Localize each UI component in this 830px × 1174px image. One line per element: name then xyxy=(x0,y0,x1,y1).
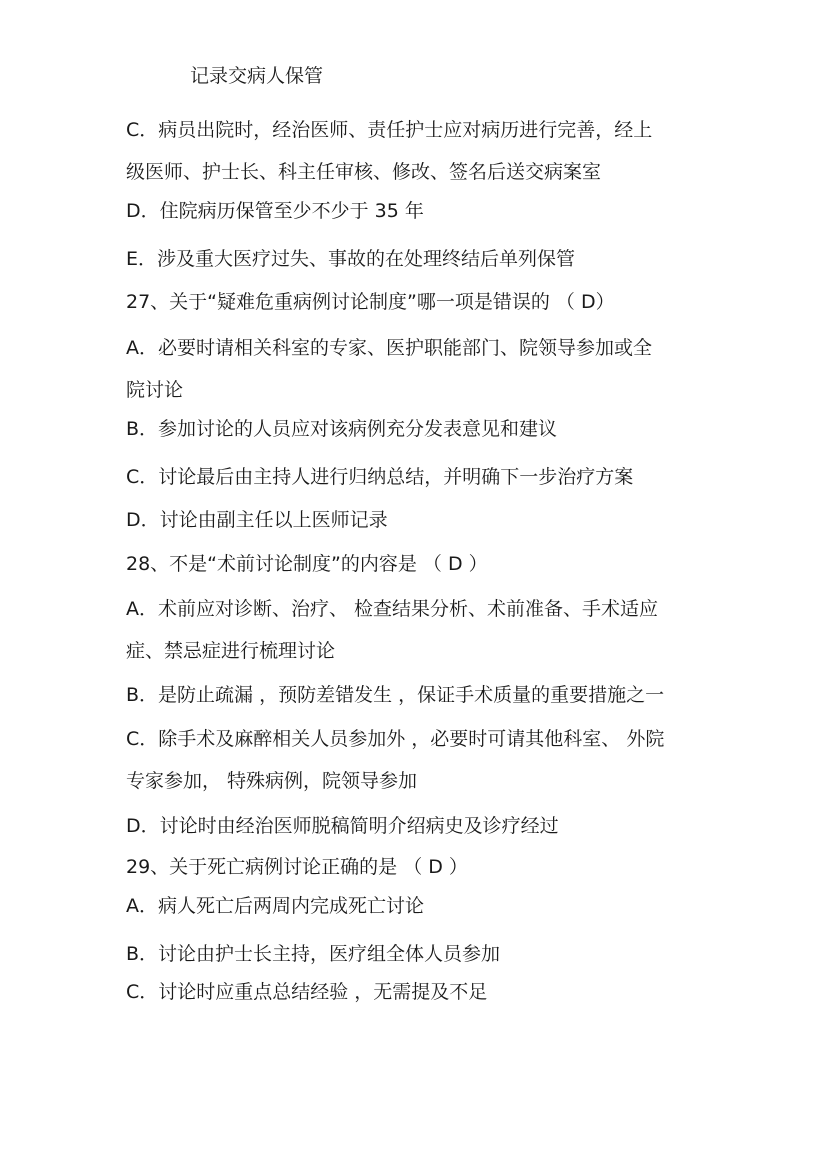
option-c: C．除手术及麻醉相关人员参加外 ，必要时可请其他科室、 外院 xyxy=(126,728,665,750)
option-d: D．讨论时由经治医师脱稿简明介绍病史及诊疗经过 xyxy=(126,815,559,837)
option-c: C．病员出院时，经治医师、责任护士应对病历进行完善，经上 xyxy=(126,119,653,141)
option-d: D．住院病历保管至少不少于 35 年 xyxy=(126,200,424,222)
text-line: 院讨论 xyxy=(126,379,184,401)
option-b: B．讨论由护士长主持，医疗组全体人员参加 xyxy=(126,943,501,965)
option-a: A．病人死亡后两周内完成死亡讨论 xyxy=(126,895,424,917)
question-28: 28、不是“术前讨论制度”的内容是 （ D ） xyxy=(126,553,488,575)
option-e: E．涉及重大医疗过失、事故的在处理终结后单列保管 xyxy=(126,248,576,270)
option-b: B．参加讨论的人员应对该病例充分发表意见和建议 xyxy=(126,418,558,440)
option-b: B．是防止疏漏 ，预防差错发生 ，保证手术质量的重要措施之一 xyxy=(126,684,665,706)
text-line: 级医师、护士长、科主任审核、修改、签名后送交病案室 xyxy=(126,161,602,183)
option-a: A．必要时请相关科室的专家、医护职能部门、院领导参加或全 xyxy=(126,337,652,359)
question-27: 27、关于“疑难危重病例讨论制度”哪一项是错误的 （ D） xyxy=(126,291,615,313)
text-line: 记录交病人保管 xyxy=(190,65,324,87)
option-c: C．讨论最后由主持人进行归纳总结，并明确下一步治疗方案 xyxy=(126,466,634,488)
option-c: C．讨论时应重点总结经验 ，无需提及不足 xyxy=(126,981,488,1003)
option-d: D．讨论由副主任以上医师记录 xyxy=(126,509,388,531)
question-29: 29、关于死亡病例讨论正确的是 （ D ） xyxy=(126,856,468,878)
text-line: 专家参加， 特殊病例，院领导参加 xyxy=(126,770,418,792)
text-line: 症、禁忌症进行梳理讨论 xyxy=(126,640,336,662)
option-a: A．术前应对诊断、治疗、 检查结果分析、术前准备、手术适应 xyxy=(126,598,659,620)
